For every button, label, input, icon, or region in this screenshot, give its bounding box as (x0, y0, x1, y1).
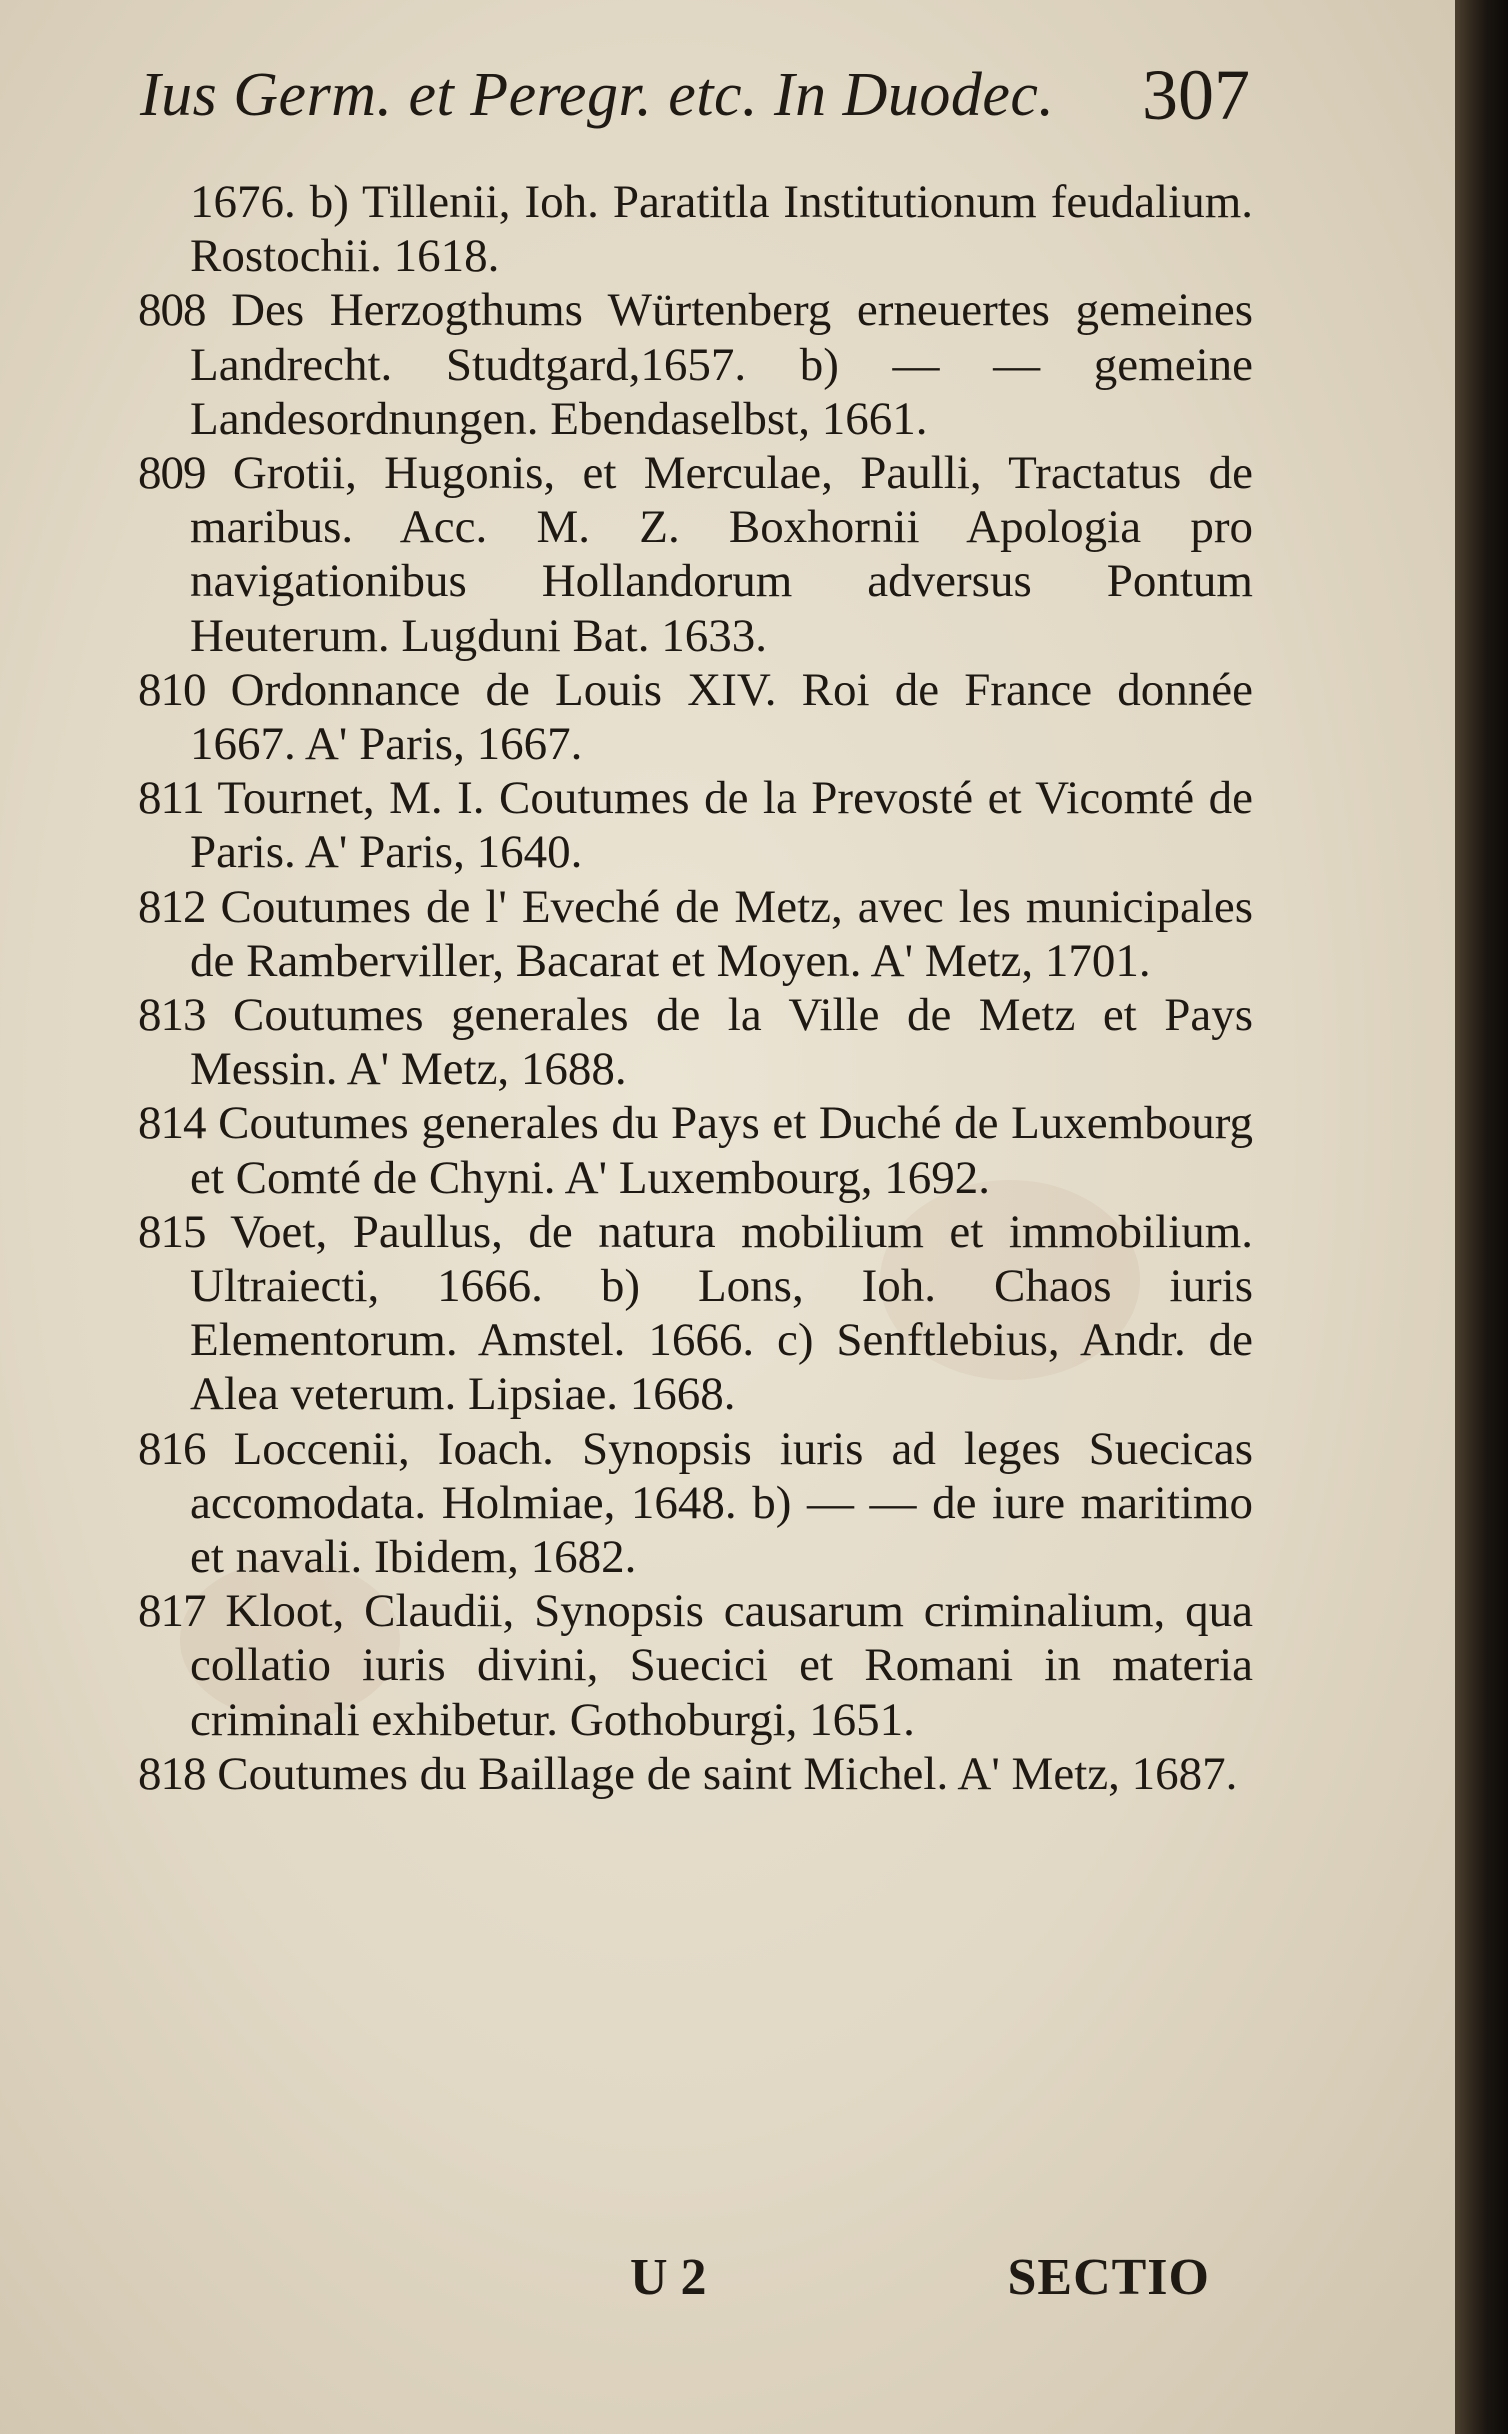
entry-number: 817 (138, 1585, 206, 1638)
catalog-entry-809 (138, 446, 1253, 663)
catalog-entry-810 (138, 663, 1253, 771)
entry-number: 812 (138, 880, 206, 933)
entry-text: Grotii, Hugonis, et Merculae, Paulli, Tractatus de maribus. Acc. M. Z. Boxhornii Apologia pro navigationibus Hollandorum adversus Pontum Heuterum. Lugduni Bat. 1633. (190, 447, 1253, 662)
catalog-entry-811 (138, 771, 1253, 879)
entry-number: 808 (138, 284, 206, 337)
entry-number: 811 (138, 772, 204, 825)
catalog-entry-818 (138, 1747, 1253, 1801)
catalog-entry-continuation (138, 175, 1253, 283)
entry-number: 810 (138, 663, 206, 716)
entry-text: Coutumes generales du Pays et Duché de Luxembourg et Comté de Chyni. A' Luxembourg, 1692. (190, 1097, 1254, 1204)
catalog-entry-816 (138, 1422, 1253, 1585)
entry-number: 814 (138, 1097, 206, 1150)
entry-text: Loccenii, Ioach. Synopsis iuris ad leges Suecicas accomodata. Holmiae, 1648. b) — — de iure maritimo et navali. Ibidem, 1682. (190, 1422, 1254, 1584)
entry-number: 818 (138, 1747, 206, 1800)
page-header (140, 55, 1250, 170)
catalog-entry-815 (138, 1205, 1253, 1422)
entry-text: Coutumes du Baillage de saint Michel. A' Metz, 1687. (217, 1747, 1238, 1800)
entry-text: Ordonnance de Louis XIV. Roi de France donnée 1667. A' Paris, 1667. (190, 663, 1254, 771)
catchword: SECTIO (1007, 2249, 1210, 2306)
entry-number: 815 (138, 1205, 206, 1258)
page-number: 307 (1142, 55, 1250, 135)
running-title: Ius Germ. et Peregr. etc. In Duodec. (140, 61, 1055, 129)
entry-number: 816 (138, 1422, 206, 1475)
entry-number: 809 (138, 447, 206, 500)
entry-number: 813 (138, 989, 206, 1042)
page-footer (140, 2248, 1250, 2328)
entry-text: Tournet, M. I. Coutumes de la Prevosté et Vicomté de Paris. A' Paris, 1640. (190, 772, 1253, 879)
entry-text: Kloot, Claudii, Synopsis causarum criminalium, qua collatio iuris divini, Suecici et Romani in materia criminali exhibetur. Gothoburgi, 1651. (190, 1585, 1254, 1746)
catalog-entry-808 (138, 283, 1253, 446)
book-binding (1455, 0, 1508, 2434)
catalog-entry-813 (138, 988, 1253, 1096)
entry-text: Des Herzogthums Würtenberg erneuertes gemeines Landrecht. Studtgard,1657. b) — — gemeine Landesordnungen. Ebendaselbst, 1661. (190, 284, 1253, 445)
catalog-entry-812 (138, 880, 1253, 988)
entry-text: 1676. b) Tillenii, Ioh. Paratitla Institutionum feudalium. Rostochii. 1618. (190, 176, 1253, 283)
signature-mark: U 2 (630, 2249, 707, 2306)
catalog-entry-814 (138, 1096, 1253, 1204)
entry-text: Voet, Paullus, de natura mobilium et immobilium. Ultraiecti, 1666. b) Lons, Ioh. Chaos iuris Elementorum. Amstel. 1666. c) Senftlebius, Andr. de Alea veterum. Lipsiae. 1668. (190, 1205, 1253, 1421)
entry-text: Coutumes de l' Eveché de Metz, avec les municipales de Ramberviller, Bacarat et Moyen. A' Metz, 1701. (190, 880, 1254, 987)
catalog-entries (138, 175, 1253, 1801)
entry-text: Coutumes generales de la Ville de Metz et Pays Messin. A' Metz, 1688. (190, 989, 1253, 1096)
catalog-entry-817 (138, 1584, 1253, 1747)
